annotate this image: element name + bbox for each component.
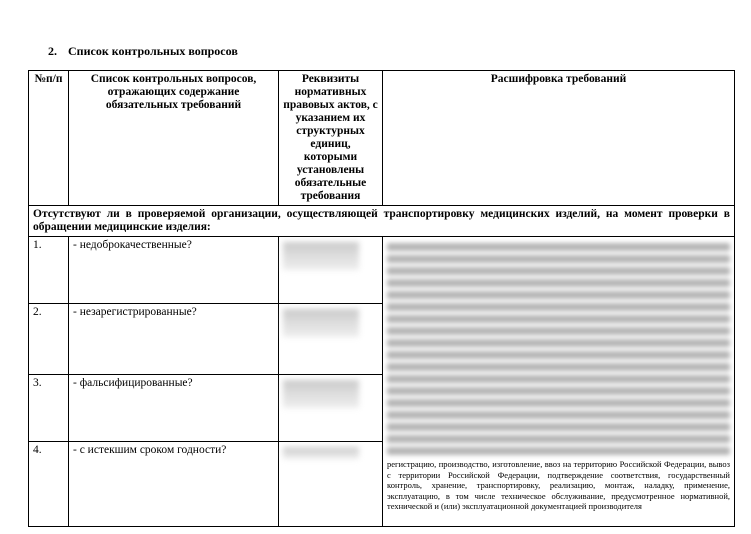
section-title: Список контрольных вопросов [68,44,238,58]
section-text: Отсутствуют ли в проверяемой организации, осуществляющей транспортировку медицинских изделий, на момент проверки в обращении медицинские изделия: [29,206,735,237]
header-questions: Список контрольных вопросов, отражающих содержание обязательных требований [69,71,279,206]
blurred-decoding-text [387,243,730,455]
table-header-row [29,71,735,206]
row-requisites-blurred [279,237,383,304]
decoding-legible-fragment: регистрацию, производство, изготовление, ввоз на территорию Российской Федерации, вывоз с территории Российской Федерации, подтверждение соответствия, государственный контроль, хранение, транспортировку, реализацию, монтаж, наладку, применение, эксплуатацию, в том числе техническое обслуживание, предусмотренное нормативной, технической и (или) эксплуатационной документацией производителя [387,459,730,511]
section-row [29,206,735,237]
row-requisites-blurred [279,304,383,375]
row-num: 4. [29,442,69,527]
row-num: 3. [29,375,69,442]
table-row [29,237,735,304]
control-questions-table [28,70,735,527]
row-question: - фальсифицированные? [69,375,279,442]
section-number: 2. [48,44,57,58]
row-num: 1. [29,237,69,304]
section-heading [48,44,238,59]
row-requisites-blurred [279,442,383,527]
decoding-cell [383,237,735,527]
row-question: - недоброкачественные? [69,237,279,304]
header-num: №п/п [29,71,69,206]
header-requisites: Реквизиты нормативных правовых актов, с указанием их структурных единиц, которыми установлены обязательные требования [279,71,383,206]
row-question: - незарегистрированные? [69,304,279,375]
row-num: 2. [29,304,69,375]
row-question: - с истекшим сроком годности? [69,442,279,527]
header-decoding: Расшифровка требований [383,71,735,206]
row-requisites-blurred [279,375,383,442]
